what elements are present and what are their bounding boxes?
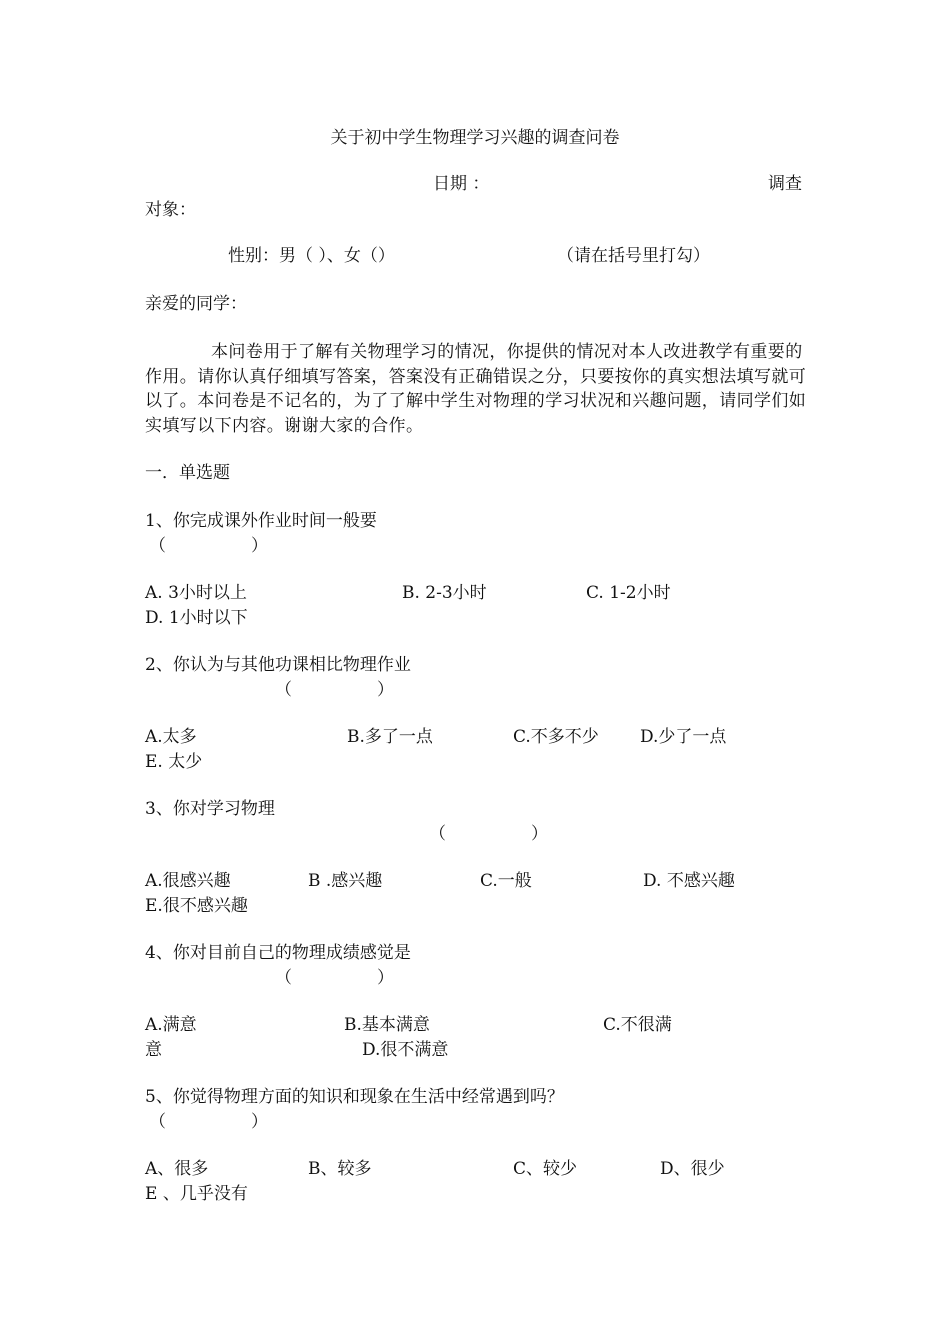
question-1-answer-blank[interactable]: （ ） — [149, 536, 268, 556]
question-2-option-d: D.少了一点 — [640, 727, 727, 747]
question-3-answer-blank[interactable]: （ ） — [429, 824, 548, 844]
subject-label-part2: 对象： — [145, 200, 196, 220]
question-4-option-d: D.很不满意 — [362, 1040, 449, 1060]
question-5-option-a: A、很多 — [145, 1159, 209, 1179]
greeting: 亲爱的同学： — [145, 294, 247, 314]
question-5-answer-blank[interactable]: （ ） — [149, 1112, 268, 1132]
question-2-answer-blank[interactable]: （ ） — [275, 680, 394, 700]
question-2-option-b: B.多了一点 — [347, 727, 433, 747]
question-3-option-a: A.很感兴趣 — [145, 871, 231, 891]
question-1-option-d: D. 1小时以下 — [145, 608, 248, 628]
question-2-option-a: A.太多 — [145, 727, 197, 747]
question-4-answer-blank[interactable]: （ ） — [275, 968, 394, 988]
subject-label-part1: 调查 — [768, 174, 802, 194]
question-5-option-e: E 、几乎没有 — [145, 1184, 248, 1204]
question-4-option-a: A.满意 — [145, 1015, 197, 1035]
question-2-text: 2、你认为与其他功课相比物理作业 — [145, 655, 411, 675]
question-1-option-a: A. 3小时以上 — [145, 583, 247, 603]
document-title: 关于初中学生物理学习兴趣的调查问卷 — [330, 128, 620, 148]
question-3-text: 3、你对学习物理 — [145, 799, 275, 819]
question-1-option-b: B. 2-3小时 — [402, 583, 487, 603]
date-label: 日期 ： — [433, 174, 490, 194]
question-5-text: 5、你觉得物理方面的知识和现象在生活中经常遇到吗？ — [145, 1087, 564, 1107]
question-3-option-e: E.很不感兴趣 — [145, 896, 248, 916]
intro-paragraph: 本问卷用于了解有关物理学习的情况，你提供的情况对本人改进教学有重要的作用。请你认真仔细填写答案，答案没有正确错误之分，只要按你的真实想法填写就可以了。本问卷是不记名的，为了了解中学生对物理的学习状况和兴趣问题，请同学们如实填写以下内容。谢谢大家的合作。 — [145, 342, 807, 436]
question-4-option-c-wrap: 意 — [145, 1040, 162, 1060]
question-2-option-c: C.不多不少 — [513, 727, 599, 747]
question-5-option-b: B、较多 — [308, 1159, 372, 1179]
question-5-option-d: D、很少 — [660, 1159, 725, 1179]
section-title: 一．单选题 — [145, 463, 230, 483]
question-4-option-b: B.基本满意 — [344, 1015, 430, 1035]
gender-line: 性别：男（ ）、女（） — [228, 246, 395, 266]
question-1-option-c: C. 1-2小时 — [586, 583, 671, 603]
question-4-text: 4、你对目前自己的物理成绩感觉是 — [145, 943, 411, 963]
question-3-option-c: C.一般 — [480, 871, 532, 891]
question-1-text: 1、你完成课外作业时间一般要 — [145, 511, 377, 531]
gender-hint: （请在括号里打勾） — [557, 246, 710, 266]
question-3-option-d: D. 不感兴趣 — [643, 871, 735, 891]
question-2-option-e: E. 太少 — [145, 752, 203, 772]
question-4-option-c: C.不很满 — [603, 1015, 672, 1035]
question-3-option-b: B .感兴趣 — [308, 871, 383, 891]
question-5-option-c: C、较少 — [513, 1159, 578, 1179]
